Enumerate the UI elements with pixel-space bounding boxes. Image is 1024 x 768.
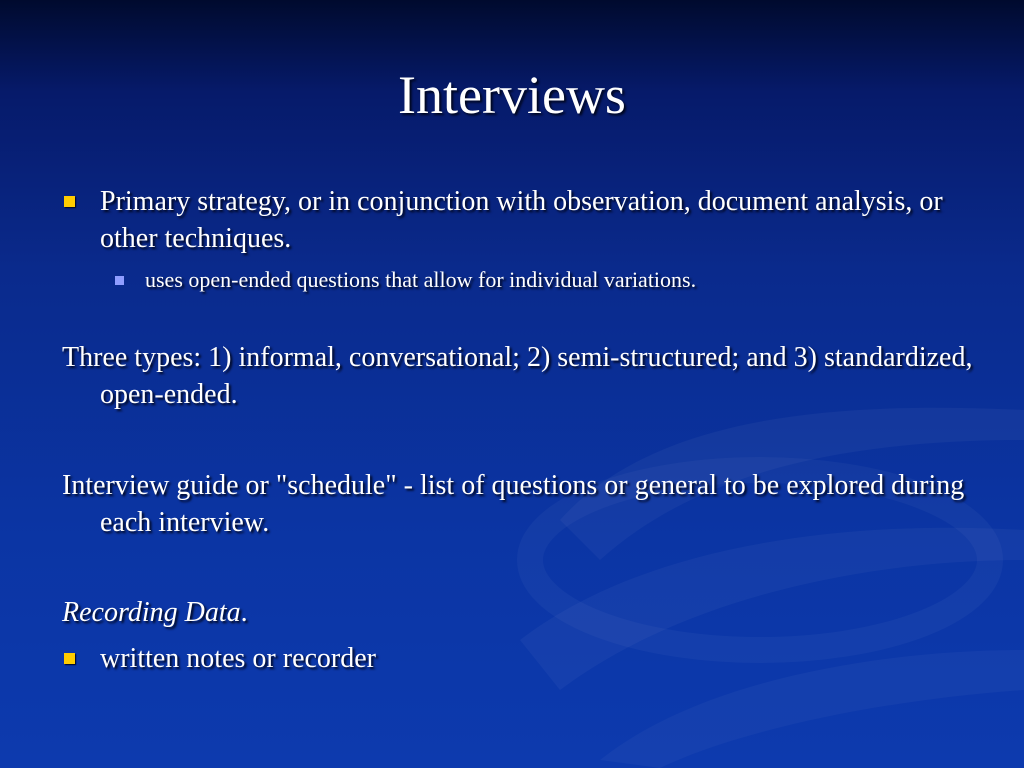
slide-title: Interviews [398,65,626,125]
bullet-text: written notes or recorder [100,643,376,674]
bullet-item-primary-strategy [62,183,962,257]
square-sub-bullet-icon [115,276,124,285]
bullet-item-written-notes [62,640,962,677]
recording-data-label: Recording Data [62,597,241,628]
recording-data-period: . [240,597,248,628]
paragraph-three-types: Three types: 1) informal, conversational; 2) semi-structured; and 3) standardized, open-ended. [62,342,973,410]
paragraph-interview-guide: Interview guide or "schedule" - list of questions or general to be explored during each interview. [62,470,965,538]
recording-data-heading [62,594,962,631]
square-bullet-icon [64,196,75,207]
sub-bullet-text: uses open-ended questions that allow for individual variations. [145,267,697,292]
sub-bullet-item-open-ended [114,265,974,295]
bullet-text: Primary strategy, or in conjunction with observation, document analysis, or other techniques. [100,186,943,254]
square-bullet-icon [64,653,75,664]
